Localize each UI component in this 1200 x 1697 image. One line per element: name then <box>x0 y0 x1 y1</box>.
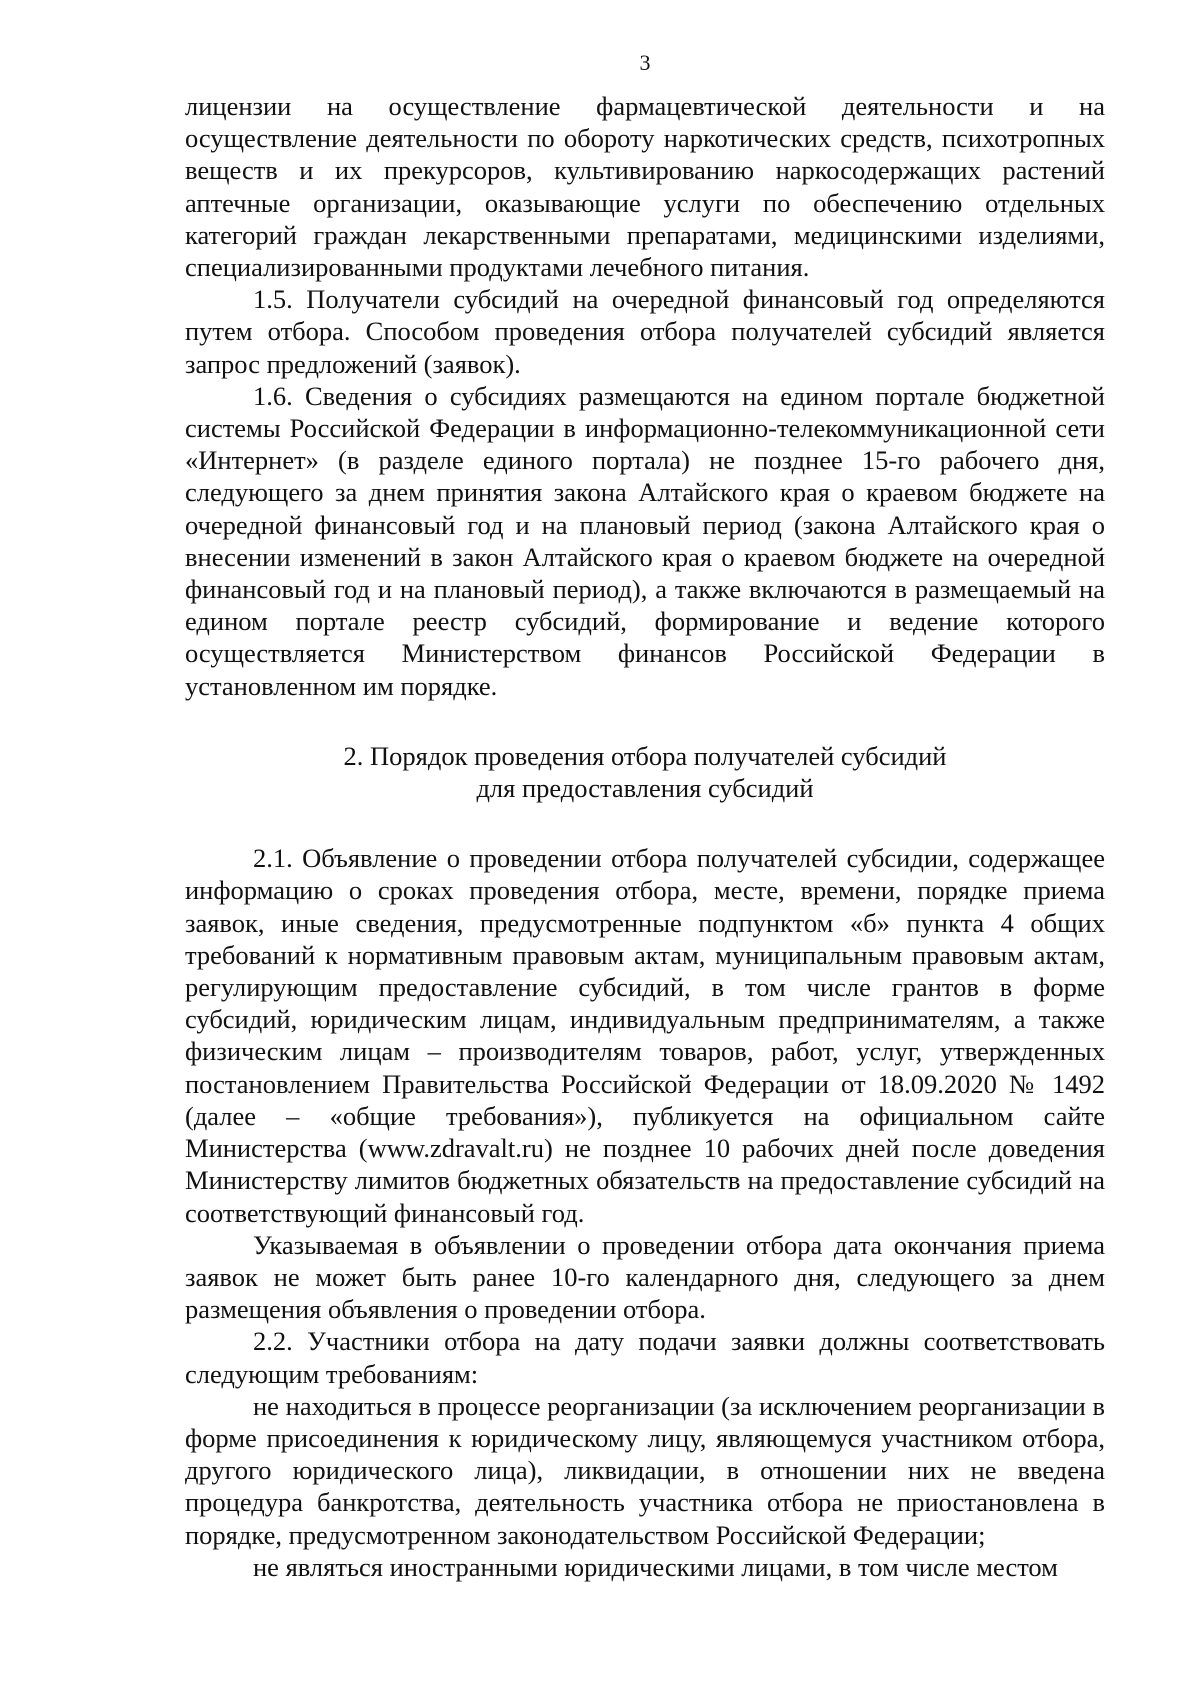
section-heading-line1: 2. Порядок проведения отбора получателей субсидий <box>343 740 947 771</box>
paragraph-2-2: 2.2. Участники отбора на дату подачи заявки должны соответствовать следующим требованиям: <box>185 1326 1105 1389</box>
section-heading <box>185 740 1105 804</box>
paragraph-2-1-deadline: Указываемая в объявлении о проведении отбора дата окончания приема заявок не может быть ранее 10-го календарного дня, следующего за днем размещения объявления о проведении отбора. <box>185 1229 1105 1325</box>
paragraph-1-6: 1.6. Сведения о субсидиях размещаются на едином портале бюджетной системы Российской Федерации в информационно-телекоммуникационной сети «Интернет» (в разделе единого портала) не позднее 15-го рабочего дня, следующего за днем принятия закона Алтайского края о краевом бюджете на очередной финансовый год и на плановый период (закона Алтайского края о внесении изменений в закон Алтайского края о краевом бюджете на очередной финансовый год и на плановый период), а также включаются в размещаемый на едином портале реестр субсидий, формирование и ведение которого осуществляется Министерством финансов Российской Федерации в установленном им порядке. <box>185 380 1105 701</box>
paragraphs-bottom <box>185 842 1105 1583</box>
document-page <box>185 50 1105 1583</box>
paragraph-1-5: 1.5. Получатели субсидий на очередной финансовый год определяются путем отбора. Способом проведения отбора получателей субсидий является запрос предложений (заявок). <box>185 284 1105 379</box>
paragraph-2-1: 2.1. Объявление о проведении отбора получателей субсидии, содержащее информацию о сроках проведения отбора, месте, времени, порядке приема заявок, иные сведения, предусмотренные подпунктом «б» пункта 4 общих требований к нормативным правовым актам, муниципальным правовым актам, регулирующим предоставление субсидий, в том числе грантов в форме субсидий, юридическим лицам, индивидуальным предпринимателям, а также физическим лицам – производителям товаров, работ, услуг, утвержденных постановлением Правительства Российской Федерации от 18.09.2020 № 1492 (далее – «общие требования»), публикуется на официальном сайте Министерства (www.zdravalt.ru) не позднее 10 рабочих дней после доведения Министерству лимитов бюджетных обязательств на предоставление субсидий на соответствующий финансовый год. <box>185 843 1105 1228</box>
page-number: 3 <box>639 50 651 75</box>
paragraph-2-2-requirement-1: не находиться в процессе реорганизации (за исключением реорганизации в форме присоединения к юридическому лицу, являющемуся участником отбора, другого юридического лица), ликвидации, в отношении них не введена процедура банкротства, деятельность участника отбора не приостановлена в порядке, предусмотренном законодательством Российской Федерации; <box>185 1390 1105 1550</box>
paragraph-2-2-requirement-2: не являться иностранными юридическими лицами, в том числе местом <box>253 1551 1058 1582</box>
section-heading-line2: для предоставления субсидий <box>476 773 814 804</box>
paragraphs-top <box>185 90 1105 702</box>
paragraph-continuation: лицензии на осуществление фармацевтической деятельности и на осуществление деятельности по обороту наркотических средств, психотропных веществ и их прекурсоров, культивированию наркосодержащих растений аптечные организации, оказывающие услуги по обеспечению отдельных категорий граждан лекарственными препаратами, медицинскими изделиями, специализированными продуктами лечебного питания. <box>185 91 1105 283</box>
